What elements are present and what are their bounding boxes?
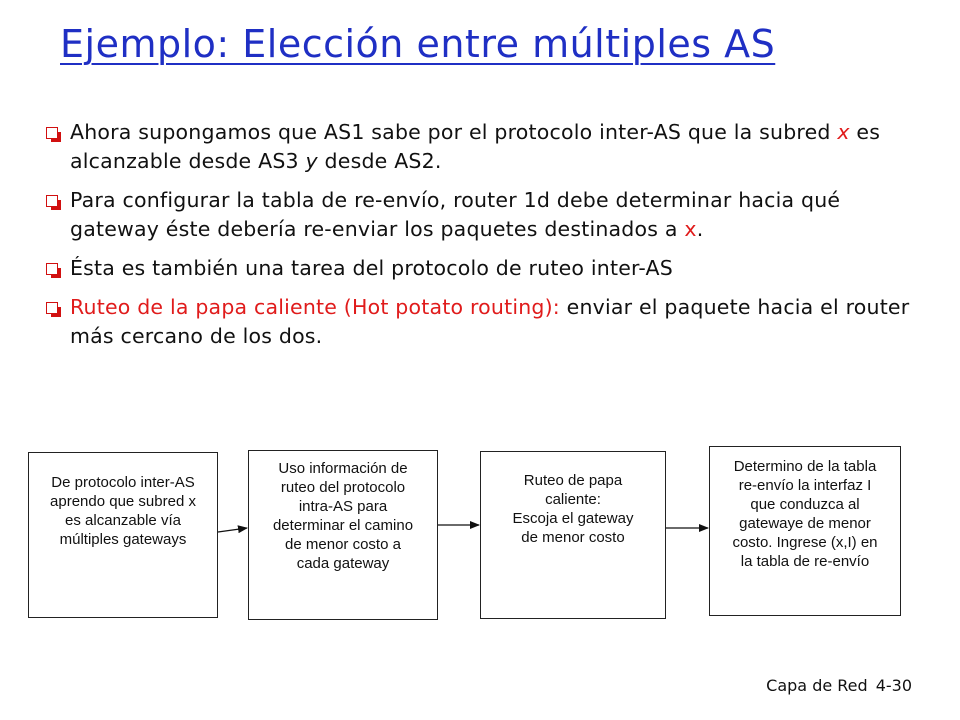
bullet-text: es alcanzable desde AS3 <box>70 120 881 173</box>
box-line: la tabla de re-envío <box>740 553 870 570</box>
hot-potato-term: Ruteo de la papa caliente (Hot potato routing): <box>70 295 560 319</box>
bullet-text: . <box>696 217 704 241</box>
box-line: determinar el camino <box>272 517 414 534</box>
box-line: de menor costo a <box>285 536 401 553</box>
box-line: que conduzca al <box>750 496 860 513</box>
box-line: caliente: <box>545 491 601 508</box>
box-line: aprendo que subred x <box>50 493 196 510</box>
slide-title: Ejemplo: Elección entre múltiples AS <box>60 22 776 66</box>
box-line: Uso información de <box>278 460 408 477</box>
box-line: cada gateway <box>296 555 390 572</box>
bullet-text: Ahora supongamos que AS1 sabe por el protocolo inter-AS que la subred <box>70 120 838 144</box>
box-line: re-envío la interfaz I <box>738 477 872 494</box>
box-line: Determino de la tabla <box>733 458 877 475</box>
bullet-text: Para configurar la tabla de re-envío, router 1d debe determinar hacia qué gateway éste debería re-enviar los paquetes destinados a <box>70 188 841 241</box>
conjunction-y: y <box>305 149 318 173</box>
box-line: De protocolo inter-AS <box>51 474 195 491</box>
bullet-text: Ésta es también una tarea del protocolo de ruteo inter-AS <box>70 256 673 280</box>
box-line: Escoja el gateway <box>512 510 634 527</box>
box-line: Ruteo de papa <box>523 472 623 489</box>
box-line: de menor costo <box>521 529 625 546</box>
box-line: ruteo del protocolo <box>280 479 406 496</box>
variable-x: x <box>837 120 850 144</box>
box-line: múltiples gateways <box>59 531 187 548</box>
box-line: gatewaye de menor <box>739 515 871 532</box>
arrow-1-to-2 <box>218 528 247 532</box>
box-line: es alcanzable vía <box>65 512 181 529</box>
bullet-text: enviar el paquete hacia el router más cercano de los dos. <box>70 295 910 348</box>
bullet-text: desde AS2. <box>317 149 442 173</box>
variable-x: x <box>684 217 697 241</box>
footer-section: Capa de Red <box>766 676 868 695</box>
footer-page-number: 4-30 <box>875 676 912 695</box>
box-line: intra-AS para <box>298 498 388 515</box>
slide-footer <box>758 676 912 695</box>
box-line: costo. Ingrese (x,I) en <box>732 534 878 551</box>
